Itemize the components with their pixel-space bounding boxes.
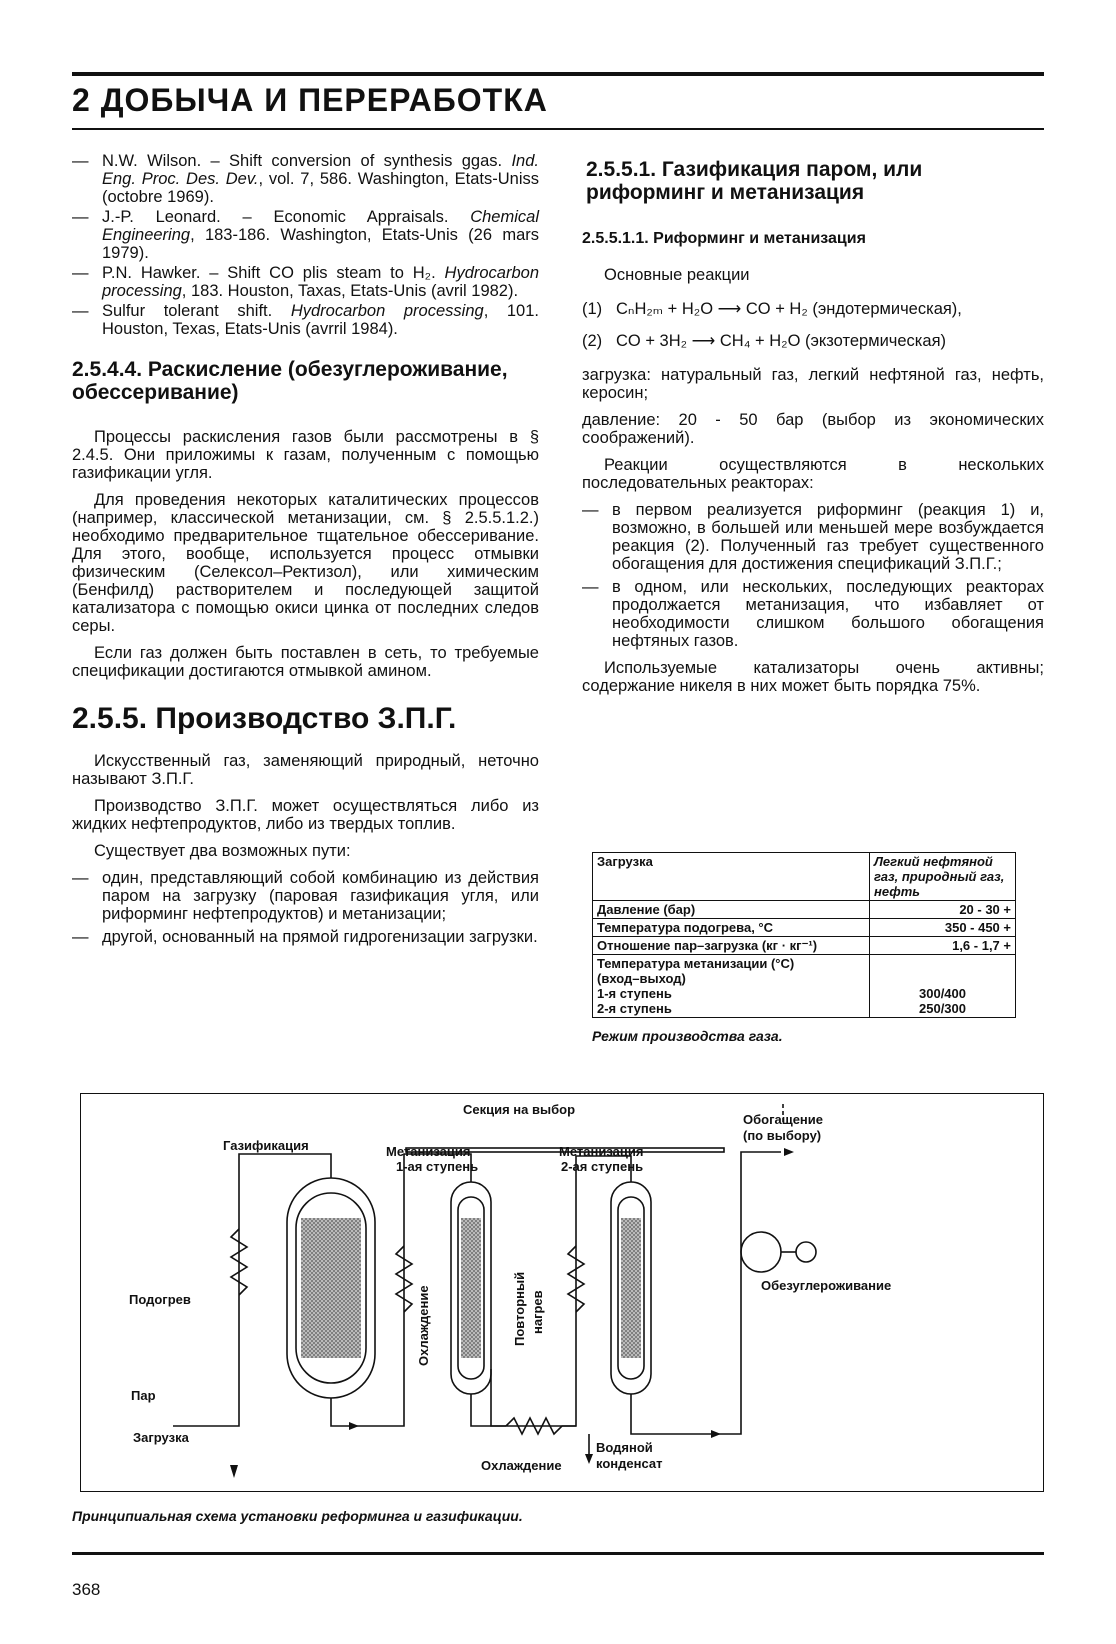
label-gasification: Газификация: [223, 1138, 309, 1153]
label-meth1: Метанизация: [386, 1144, 471, 1159]
process-diagram: [80, 1093, 1044, 1492]
paragraph: Искусственный газ, заменяющий природный, неточно называют З.П.Г.: [72, 752, 539, 788]
paragraph: Для проведения некоторых каталитических процессов (например, классической метанизации, см. § 2.5.5.1.2.) необходимо предварительное тщательное обессеривание. Для этого, вообще, используется процесс отмывки физическим (Селексол–Ректизол), или химическим (Бенфилд) растворителем и последующей защитой катализатора с помощью окиси цинка от последних следов серы.: [72, 491, 539, 635]
label-meth1-stage: 1-ая ступень: [396, 1159, 479, 1174]
reference-item: — Sulfur tolerant shift. Hydrocarbon processing, 101. Houston, Texas, Etats-Unis (avrril 1984).: [72, 302, 539, 338]
list-item: — один, представляющий собой комбинацию из действия паром на загрузку (паровая газификация угля, или риформинг нефтепродуктов) и метанизации;: [72, 869, 539, 923]
label-enrich: Обогащение: [743, 1112, 823, 1127]
left-column: [72, 152, 539, 955]
table-row: [593, 853, 1016, 901]
reaction-2: (2) CO + 3H₂ ⟶ CH₄ + H₂O (экзотермическая): [582, 332, 946, 350]
paragraph: Реакции осуществляются в нескольких последовательных реакторах:: [582, 456, 1044, 492]
paragraph: Существует два возможных пути:: [94, 842, 351, 860]
label-condensate: конденсат: [596, 1456, 663, 1471]
list-item: — другой, основанный на прямой гидрогенизации загрузки.: [72, 928, 539, 946]
label-meth2: Метанизация: [559, 1144, 644, 1159]
label-meth2-stage: 2-ая ступень: [561, 1159, 644, 1174]
section-heading: 2.5.5.1. Газификация паром, или риформинг и метанизация: [586, 158, 923, 204]
regime-table: [592, 852, 1016, 1018]
paragraph: давление: 20 - 50 бар (выбор из экономических соображений).: [582, 411, 1044, 447]
reference-item: — P.N. Hawker. – Shift CO plis steam to H₂. Hydrocarbon processing, 183. Houston, Taxas, Etats-Unis (avril 1982).: [72, 264, 539, 300]
reaction-1: (1) CₙH₂ₘ + H₂O ⟶ CO + H₂ (эндотермическая),: [582, 300, 962, 318]
process-schematic: [81, 1094, 1043, 1491]
table-cell: Давление (бар): [593, 901, 870, 919]
table-cell: 1,6 - 1,7 +: [870, 937, 1016, 955]
label-heating: Подогрев: [129, 1292, 191, 1307]
table-cell: Температура подогрева, °C: [593, 919, 870, 937]
reference-list: [72, 152, 539, 338]
regime-table-wrap: [592, 852, 1016, 1044]
table-row: [593, 919, 1016, 937]
table-cell: 350 - 450 +: [870, 919, 1016, 937]
section-heading: 2.5.4.4. Раскисление (обезуглероживание, обессеривание): [72, 358, 508, 404]
right-column: [582, 158, 1044, 704]
table-caption: Режим производства газа.: [592, 1028, 783, 1044]
header-rule: [72, 128, 1044, 130]
label-reheat-2: нагрев: [530, 1290, 545, 1334]
bottom-rule: [72, 1552, 1044, 1555]
label-cooling: Охлаждение: [416, 1285, 431, 1366]
table-row: [593, 901, 1016, 919]
page-number: 368: [72, 1580, 101, 1599]
reactor-list: [582, 501, 1044, 650]
list-item: — в одном, или нескольких, последующих реакторах продолжается метанизация, что избавляет от необходимости слишком большого обогащения нефтяных газов.: [582, 578, 1044, 650]
paragraph: загрузка: натуральный газ, легкий нефтяной газ, нефть, керосин;: [582, 366, 1044, 402]
label-cooling2: Охлаждение: [481, 1458, 562, 1473]
list-item: — в первом реализуется риформинг (реакция 1) и, возможно, в большей или меньшей мере возбуждается реакция (2). Полученный газ требует существенного обогащения для достижения спецификаций З.П.Г.;: [582, 501, 1044, 573]
path-list: [72, 869, 539, 946]
diagram-caption: Принципиальная схема установки реформинга и газификации.: [72, 1508, 523, 1524]
paragraph: Если газ должен быть поставлен в сеть, то требуемые спецификации достигаются отмывкой амином.: [72, 644, 539, 680]
reference-item: — N.W. Wilson. – Shift conversion of synthesis ggas. Ind. Eng. Proc. Des. Dev., vol. 7, 586. Washington, Etats-Uniss (octobre 1969).: [72, 152, 539, 206]
reactions-label: Основные реакции: [604, 266, 750, 284]
label-reheat: Повторный: [512, 1271, 527, 1346]
label-decarb: Обезуглероживание: [761, 1278, 892, 1293]
label-water: Водяной: [596, 1440, 653, 1455]
label-steam: Пар: [131, 1388, 156, 1403]
paragraph: Производство З.П.Г. может осуществляться либо из жидких нефтепродуктов, либо из твердых топлив.: [72, 797, 539, 833]
reference-item: — J.-P. Leonard. – Economic Appraisals. Chemical Engineering, 183-186. Washington, Etats-Unis (26 mars 1979).: [72, 208, 539, 262]
table-row: [593, 955, 1016, 1018]
paragraph: Используемые катализаторы очень активны; содержание никеля в них может быть порядка 75%.: [582, 659, 1044, 695]
table-cell: Отношение пар–загрузка (кг · кг⁻¹): [593, 937, 870, 955]
table-cell: 20 - 30 +: [870, 901, 1016, 919]
label-enrich-opt: (по выбору): [743, 1128, 822, 1143]
subsection-heading: 2.5.5.1.1. Риформинг и метанизация: [582, 230, 866, 247]
section-heading-large: 2.5.5. Производство З.П.Г.: [72, 702, 457, 735]
label-feed: Загрузка: [133, 1430, 189, 1445]
table-cell: 300/400 250/300: [870, 955, 1016, 1018]
table-cell: Загрузка: [593, 853, 870, 901]
label-section: Секция на выбор: [463, 1102, 576, 1117]
table-cell: Температура метанизации (°C) (вход–выход) 1-я ступень 2-я ступень: [593, 955, 870, 1018]
chapter-title: 2 ДОБЫЧА И ПЕРЕРАБОТКА: [72, 82, 548, 118]
table-row: [593, 937, 1016, 955]
top-rule: [72, 72, 1044, 76]
paragraph: Процессы раскисления газов были рассмотрены в § 2.4.5. Они приложимы к газам, полученным с помощью газификации угля.: [72, 428, 539, 482]
table-cell: Легкий нефтяной газ, природный газ, нефть: [870, 853, 1016, 901]
